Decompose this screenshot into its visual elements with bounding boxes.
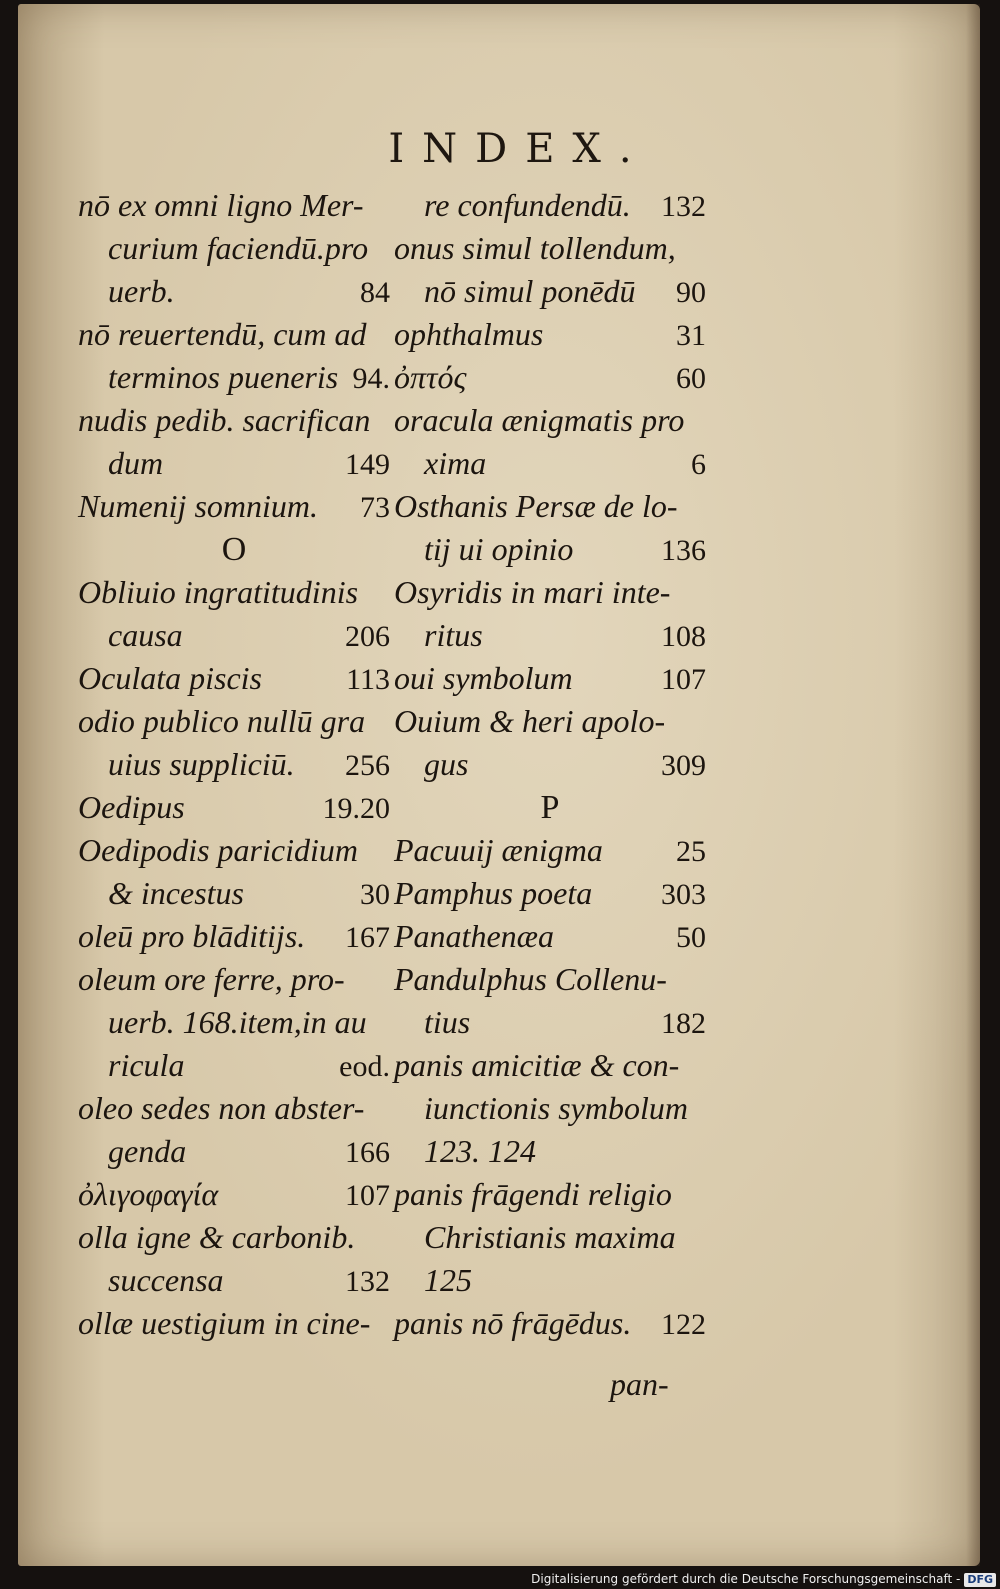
- page-reference: 6: [691, 448, 706, 481]
- page-reference: eod.: [339, 1050, 390, 1083]
- page-reference: 31: [676, 319, 706, 352]
- page-reference: 30: [360, 878, 390, 911]
- index-entry-line: [78, 915, 390, 958]
- entry-text: 123. 124: [424, 1133, 536, 1169]
- page-reference: 303: [661, 878, 706, 911]
- entry-text: Christianis maxima: [424, 1219, 676, 1255]
- page-reference: 166: [345, 1136, 390, 1169]
- page-reference: 136: [661, 534, 706, 567]
- entry-text: genda: [108, 1133, 187, 1169]
- index-column-left: [78, 184, 390, 1345]
- index-entry-line: [394, 743, 706, 786]
- index-entry-line: [78, 743, 390, 786]
- entry-text: ὀπτός: [394, 359, 467, 395]
- index-entry-line: [78, 700, 390, 743]
- page-reference: 132: [661, 190, 706, 223]
- index-entry-line: [394, 1001, 706, 1044]
- entry-text: nō reuertendū, cum ad: [78, 316, 367, 352]
- page-reference: 206: [345, 620, 390, 653]
- entry-text: panis frāgendi religio: [394, 1176, 672, 1212]
- page-reference: 107: [661, 663, 706, 696]
- index-entry-line: [78, 657, 390, 700]
- page-reference: 90: [676, 276, 706, 309]
- entry-text: re confundendū.: [424, 187, 631, 223]
- index-entry-line: [78, 356, 390, 399]
- entry-text: uerb.: [108, 273, 175, 309]
- entry-text: causa: [108, 617, 183, 653]
- entry-text: uerb. 168.item,in au: [108, 1004, 367, 1040]
- index-entry-line: [78, 227, 390, 270]
- page-reference: 84: [360, 276, 390, 309]
- dfg-logo: DFG: [964, 1573, 996, 1587]
- index-entry-line: [394, 270, 706, 313]
- entry-text: tij ui opinio: [424, 531, 574, 567]
- entry-text: Panathenæa: [394, 918, 554, 954]
- book-page: [18, 4, 980, 1566]
- entry-text: O: [221, 531, 247, 568]
- page-reference: 94.: [352, 362, 390, 395]
- index-entry-line: [394, 1087, 706, 1130]
- index-entry-line: [394, 1044, 706, 1087]
- index-entry-line: [394, 313, 706, 356]
- index-entry-line: [394, 399, 706, 442]
- section-letter: [394, 786, 706, 829]
- page-reference: 309: [661, 749, 706, 782]
- index-entry-line: [394, 1216, 706, 1259]
- index-entry-line: [78, 485, 390, 528]
- entry-text: ophthalmus: [394, 316, 544, 352]
- index-entry-line: [78, 958, 390, 1001]
- index-entry-line: [394, 915, 706, 958]
- entry-text: Pacuuij ænigma: [394, 832, 603, 868]
- entry-text: oleo sedes non abster-: [78, 1090, 365, 1126]
- index-entry-line: [78, 1130, 390, 1173]
- index-entry-line: [78, 1259, 390, 1302]
- entry-text: xima: [424, 445, 487, 481]
- running-header: INDEX.: [388, 126, 650, 172]
- entry-text: 125: [424, 1262, 472, 1298]
- index-entry-line: [394, 356, 706, 399]
- page-reference: 167: [345, 921, 390, 954]
- index-entry-line: [78, 442, 390, 485]
- entry-text: ollæ uestigium in cine-: [78, 1305, 371, 1341]
- index-entry-line: [394, 1259, 706, 1302]
- index-entry-line: [394, 485, 706, 528]
- index-entry-line: [78, 1044, 390, 1087]
- entry-text: oleū pro blāditijs.: [78, 918, 306, 954]
- entry-text: tius: [424, 1004, 471, 1040]
- index-entry-line: [394, 184, 706, 227]
- page-reference: 182: [661, 1007, 706, 1040]
- entry-text: olla igne & carbonib.: [78, 1219, 356, 1255]
- page-reference: 122: [661, 1308, 706, 1341]
- entry-text: nō simul ponēdū: [424, 273, 636, 309]
- page-reference: 113: [346, 663, 390, 696]
- index-entry-line: [394, 1302, 706, 1345]
- page-reference: 149: [345, 448, 390, 481]
- index-entry-line: [394, 528, 706, 571]
- entry-text: panis nō frāgēdus.: [394, 1305, 632, 1341]
- entry-text: Pandulphus Collenu-: [394, 961, 667, 997]
- index-entry-line: [78, 184, 390, 227]
- entry-text: nō ex omni ligno Mer-: [78, 187, 364, 223]
- entry-text: ricula: [108, 1047, 185, 1083]
- entry-text: & incestus: [108, 875, 244, 911]
- index-entry-line: [78, 1087, 390, 1130]
- entry-text: oracula ænigmatis pro: [394, 402, 685, 438]
- page-reference: 108: [661, 620, 706, 653]
- entry-text: onus simul tollendum,: [394, 230, 676, 266]
- entry-text: Numenij somnium.: [78, 488, 318, 524]
- index-entry-line: [394, 1173, 706, 1216]
- entry-text: Oedipodis paricidium: [78, 832, 358, 868]
- index-entry-line: [78, 270, 390, 313]
- entry-text: Ouium & heri apolo-: [394, 703, 666, 739]
- entry-text: panis amicitiæ & con-: [394, 1047, 680, 1083]
- index-entry-line: [78, 571, 390, 614]
- digitization-credit: [0, 1570, 996, 1589]
- index-entry-line: [78, 1173, 390, 1216]
- page-reference: 107: [345, 1179, 390, 1212]
- entry-text: Osthanis Persæ de lo-: [394, 488, 678, 524]
- entry-text: uius suppliciū.: [108, 746, 295, 782]
- entry-text: Osyridis in mari inte-: [394, 574, 671, 610]
- page-reference: 50: [676, 921, 706, 954]
- entry-text: curium faciendū.pro: [108, 230, 369, 266]
- index-entry-line: [394, 1130, 706, 1173]
- index-entry-line: [394, 829, 706, 872]
- index-entry-line: [394, 227, 706, 270]
- index-column-right: [394, 184, 706, 1345]
- entry-text: terminos pueneris: [108, 359, 339, 395]
- entry-text: gus: [424, 746, 469, 782]
- index-entry-line: [78, 313, 390, 356]
- entry-text: dum: [108, 445, 164, 481]
- page-reference: 73: [360, 491, 390, 524]
- index-entry-line: [78, 829, 390, 872]
- entry-text: oui symbolum: [394, 660, 573, 696]
- section-letter: [78, 528, 390, 571]
- entry-text: Oedipus: [78, 789, 185, 825]
- index-entry-line: [394, 614, 706, 657]
- index-entry-line: [394, 657, 706, 700]
- credit-text: Digitalisierung gefördert durch die Deutsche Forschungsgemeinschaft -: [531, 1572, 961, 1586]
- entry-text: nudis pedib. sacrifican: [78, 402, 371, 438]
- page-reference: 25: [676, 835, 706, 868]
- page-reference: 60: [676, 362, 706, 395]
- page-reference: 256: [345, 749, 390, 782]
- index-entry-line: [394, 700, 706, 743]
- index-entry-line: [78, 614, 390, 657]
- entry-text: Pamphus poeta: [394, 875, 593, 911]
- index-entry-line: [78, 399, 390, 442]
- index-entry-line: [78, 872, 390, 915]
- catchword: pan-: [610, 1366, 669, 1402]
- index-entry-line: [78, 1216, 390, 1259]
- page-reference: 19.20: [322, 792, 390, 825]
- entry-text: oleum ore ferre, pro-: [78, 961, 345, 997]
- index-entry-line: [78, 1001, 390, 1044]
- index-entry-line: [394, 872, 706, 915]
- entry-text: P: [540, 789, 560, 826]
- entry-text: ὀλιγοφαγία: [78, 1176, 219, 1212]
- index-entry-line: [394, 442, 706, 485]
- entry-text: Obliuio ingratitudinis: [78, 574, 359, 610]
- entry-text: Oculata piscis: [78, 660, 262, 696]
- page-reference: 132: [345, 1265, 390, 1298]
- entry-text: ritus: [424, 617, 483, 653]
- entry-text: odio publico nullū gra: [78, 703, 366, 739]
- index-entry-line: [394, 571, 706, 614]
- index-entry-line: [394, 958, 706, 1001]
- index-entry-line: [78, 1302, 390, 1345]
- index-entry-line: [78, 786, 390, 829]
- entry-text: iunctionis symbolum: [424, 1090, 688, 1126]
- entry-text: succensa: [108, 1262, 224, 1298]
